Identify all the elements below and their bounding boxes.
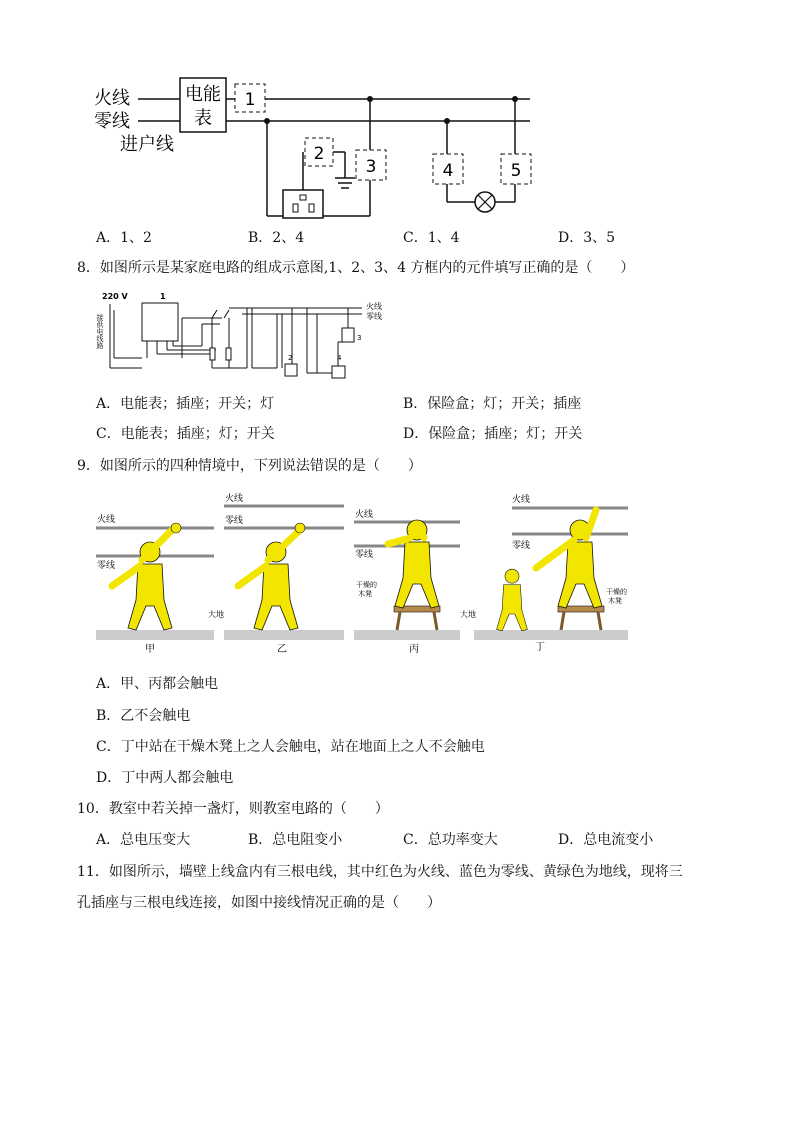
svg-text:丁: 丁 <box>535 642 545 653</box>
svg-text:3: 3 <box>357 334 362 342</box>
q9-figure <box>92 488 632 658</box>
q8-option-d[interactable]: D．保险盒；插座；灯；开关 <box>403 426 583 442</box>
svg-text:220 V: 220 V <box>102 292 128 301</box>
q10-option-d[interactable]: D．总电流变小 <box>558 832 654 848</box>
fig1-live-label: 火线 <box>94 88 130 109</box>
q11-stem-line2: 孔插座与三根电线连接，如图中接线情况正确的是（ ） <box>77 895 441 911</box>
svg-text:2: 2 <box>288 354 293 362</box>
q7-option-c[interactable]: C．1、4 <box>403 230 460 246</box>
q10-stem: 10．教室中若关掉一盏灯，则教室电路的（ ） <box>77 801 389 817</box>
svg-text:2: 2 <box>313 144 325 164</box>
q9-option-d[interactable]: D．丁中两人都会触电 <box>96 770 234 786</box>
svg-text:零线: 零线 <box>355 550 374 560</box>
svg-text:表: 表 <box>194 108 212 129</box>
q8-option-b[interactable]: B．保险盒；灯；开关；插座 <box>403 396 582 412</box>
svg-text:火线: 火线 <box>97 515 116 525</box>
fig1-incoming-label: 进户线 <box>120 134 174 155</box>
q8-option-a[interactable]: A．电能表；插座；开关；灯 <box>96 396 275 412</box>
q9-option-b[interactable]: B．乙不会触电 <box>96 708 191 724</box>
q10-option-a[interactable]: A．总电压变大 <box>96 832 191 848</box>
svg-text:甲: 甲 <box>145 644 155 655</box>
q7-option-d[interactable]: D．3、5 <box>558 230 616 246</box>
svg-text:火线: 火线 <box>355 510 374 520</box>
q8-circuit-figure <box>92 288 392 383</box>
q7-circuit-figure <box>90 70 550 230</box>
q10-option-c[interactable]: C．总功率变大 <box>403 832 498 848</box>
svg-text:零线: 零线 <box>512 541 531 551</box>
q7-option-b[interactable]: B．2、4 <box>248 230 305 246</box>
svg-text:乙: 乙 <box>277 644 287 655</box>
q8-supply-label: 接供电线路 <box>96 314 104 349</box>
fig1-socket <box>283 190 323 218</box>
scene-jia <box>96 513 214 655</box>
q8-option-c[interactable]: C．电能表；插座；灯；开关 <box>96 426 275 442</box>
svg-text:火线: 火线 <box>225 494 244 504</box>
svg-text:5: 5 <box>510 161 522 181</box>
svg-text:零线: 零线 <box>225 516 244 526</box>
svg-text:1: 1 <box>160 292 166 301</box>
q9-stem: 9．如图所示的四种情境中，下列说法错误的是（ ） <box>77 458 422 474</box>
svg-text:4: 4 <box>442 161 454 181</box>
svg-text:干燥的: 干燥的 <box>606 588 627 596</box>
q11-stem-line1: 11．如图所示，墙壁上线盒内有三根电线，其中红色为火线、蓝色为零线、黄绿色为地线，现将三 <box>77 864 683 880</box>
svg-text:3: 3 <box>365 157 377 177</box>
svg-text:火线: 火线 <box>366 302 382 311</box>
svg-text:干燥的: 干燥的 <box>356 581 377 589</box>
svg-text:电能: 电能 <box>185 84 221 105</box>
q10-option-b[interactable]: B．总电阻变小 <box>248 832 343 848</box>
scene-yi <box>208 492 344 655</box>
svg-text:大地: 大地 <box>208 610 224 619</box>
q9-option-c[interactable]: C．丁中站在干燥木凳上之人会触电，站在地面上之人不会触电 <box>96 739 485 755</box>
svg-text:木凳: 木凳 <box>608 597 622 605</box>
svg-text:木凳: 木凳 <box>358 590 372 598</box>
q8-box-3 <box>342 328 354 342</box>
svg-text:零线: 零线 <box>366 312 382 321</box>
q9-option-a[interactable]: A．甲、丙都会触电 <box>96 676 219 692</box>
q7-option-a[interactable]: A．1、2 <box>96 230 152 246</box>
q8-stem: 8．如图所示是某家庭电路的组成示意图,1、2、3、4 方框内的元件填写正确的是（ ） <box>77 260 635 276</box>
q8-box-2 <box>285 364 297 376</box>
q8-box-4 <box>332 366 345 378</box>
svg-text:4: 4 <box>337 354 342 362</box>
svg-text:丙: 丙 <box>409 644 419 655</box>
svg-text:零线: 零线 <box>97 561 116 571</box>
svg-text:大地: 大地 <box>460 610 476 619</box>
svg-text:火线: 火线 <box>512 495 531 505</box>
svg-text:1: 1 <box>244 90 256 110</box>
scene-bing <box>354 508 460 655</box>
scene-ding <box>460 493 628 653</box>
q8-box-1 <box>142 303 178 341</box>
fig1-neutral-label: 零线 <box>94 111 130 132</box>
